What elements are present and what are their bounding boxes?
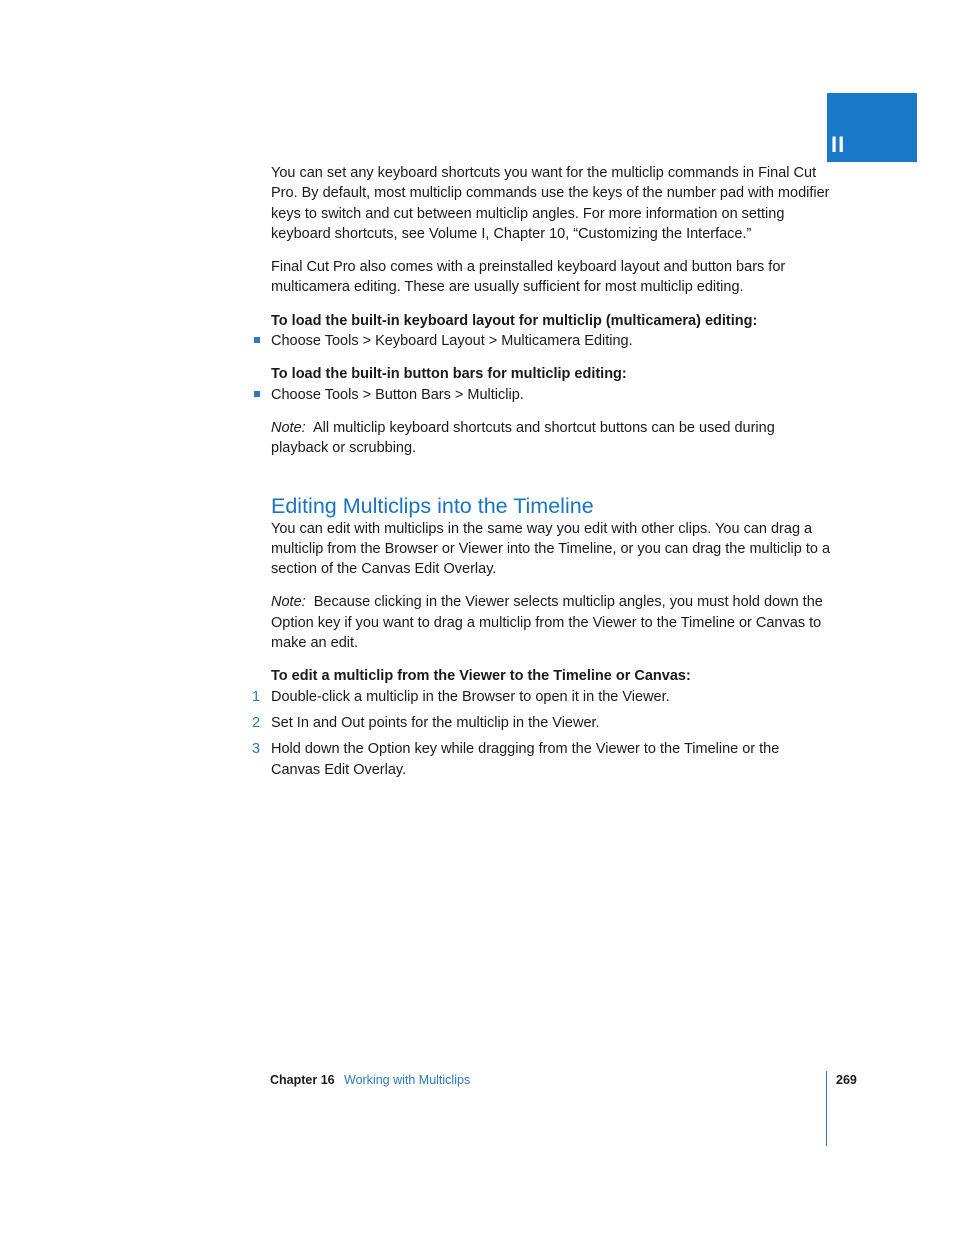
step-text: Set In and Out points for the multiclip in the Viewer. — [271, 714, 600, 731]
intro-paragraph-2: Final Cut Pro also comes with a preinstalled keyboard layout and button bars for multicamera editing. These are usually sufficient for most multiclip editing. — [271, 259, 786, 296]
bullet-icon — [254, 337, 260, 343]
page-number: 269 — [836, 1073, 857, 1087]
list-item — [271, 385, 831, 405]
list-item — [252, 687, 831, 707]
note-text: All multiclip keyboard shortcuts and shortcut buttons can be used during playback or scrubbing. — [271, 419, 775, 457]
list-item — [252, 739, 831, 780]
bullet-icon — [254, 391, 260, 397]
page-content — [252, 163, 831, 780]
footer-chapter: Chapter 16 — [270, 1073, 335, 1087]
note-text: Because clicking in the Viewer selects multiclip angles, you must hold down the Option key if you want to drag a multiclip from the Viewer to the Timeline or Canvas to make an edit. — [271, 594, 823, 652]
intro-paragraph-1: You can set any keyboard shortcuts you want for the multiclip commands in Final Cut Pro. By default, most multiclip commands use the keys of the number pad with modifier keys to switch and cut between multiclip angles. For more information on setting keyboard shortcuts, see Volume I, Chapter 10, “Customizing the Interface.” — [271, 165, 830, 242]
note-label: Note: — [271, 419, 306, 436]
list-item — [252, 713, 831, 733]
step-text: Hold down the Option key while dragging from the Viewer to the Timeline or the Canvas Edit Overlay. — [271, 741, 780, 778]
task-heading-button-bars: To load the built-in button bars for multiclip editing: — [271, 366, 627, 383]
step-number: 2 — [252, 714, 261, 731]
task-heading-keyboard-layout: To load the built-in keyboard layout for multiclip (multicamera) editing: — [271, 312, 758, 329]
section-heading: Editing Multiclips into the Timeline — [271, 493, 594, 518]
footer-divider — [826, 1071, 827, 1146]
note-paragraph-1 — [271, 418, 831, 459]
bullet-text: Choose Tools > Button Bars > Multiclip. — [271, 386, 524, 403]
step-text: Double-click a multiclip in the Browser to open it in the Viewer. — [271, 688, 670, 705]
task-heading-edit-multiclip: To edit a multiclip from the Viewer to the Timeline or Canvas: — [271, 668, 691, 685]
step-number: 1 — [252, 688, 261, 705]
section-paragraph: You can edit with multiclips in the same way you edit with other clips. You can drag a multiclip from the Browser or Viewer into the Timeline, or you can drag the multiclip to a section of the Canvas Edit Overlay. — [271, 520, 831, 578]
part-tab-label: II — [831, 132, 846, 157]
step-number: 3 — [252, 741, 261, 758]
part-tab — [827, 93, 917, 162]
bullet-text: Choose Tools > Keyboard Layout > Multicamera Editing. — [271, 333, 633, 350]
note-label: Note: — [271, 594, 306, 611]
note-paragraph-2 — [271, 592, 831, 653]
footer-chapter-title: Working with Multiclips — [344, 1073, 471, 1087]
list-item — [271, 331, 831, 351]
